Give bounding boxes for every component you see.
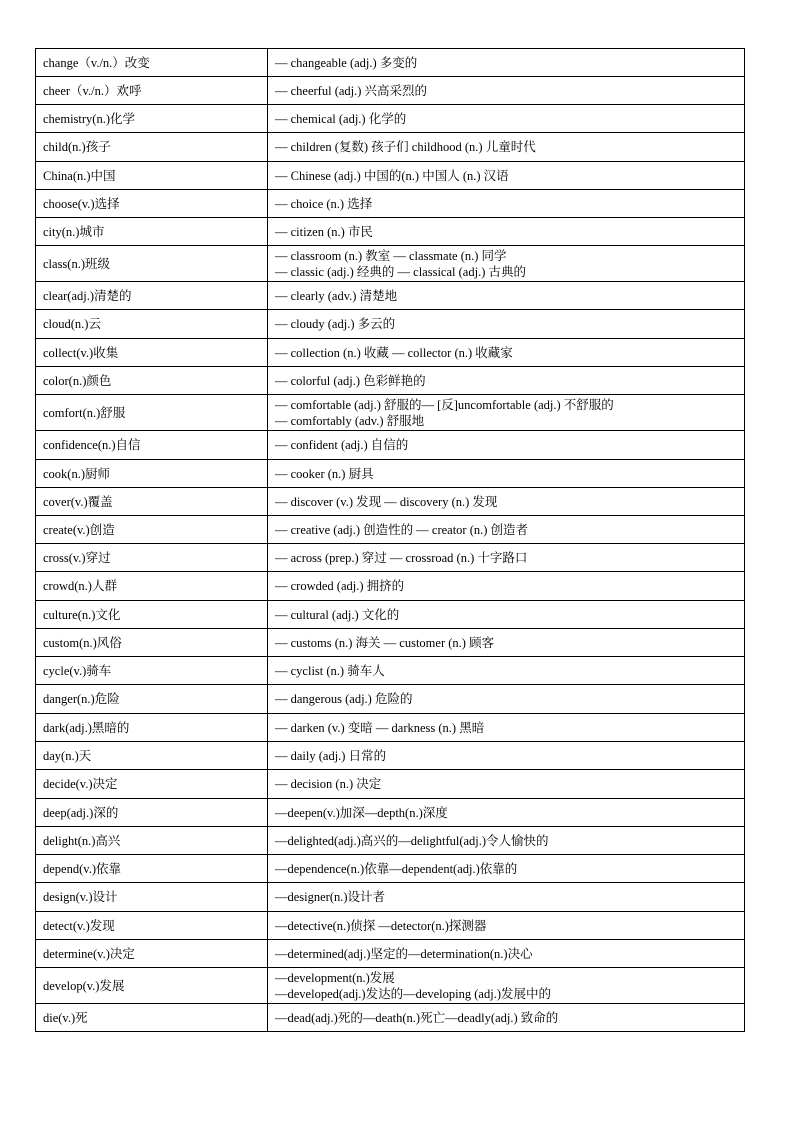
document-page	[35, 48, 744, 1032]
derivatives-cell	[268, 544, 745, 572]
derivative-line: — customs (n.) 海关 — customer (n.) 顾客	[275, 635, 495, 650]
table-row	[36, 572, 745, 601]
headword-cell: day(n.)天	[36, 742, 268, 770]
derivatives-lines	[275, 288, 737, 304]
derivatives-cell	[268, 1004, 745, 1032]
headword-cell: class(n.)班级	[36, 246, 268, 282]
derivatives-cell	[268, 77, 745, 105]
derivatives-cell	[268, 339, 745, 367]
derivatives-lines	[275, 111, 737, 127]
derivatives-lines	[275, 805, 737, 821]
headword-cell: custom(n.)风俗	[36, 629, 268, 657]
derivative-line: —determined(adj.)坚定的—determination(n.)决心	[275, 946, 533, 961]
derivative-line: — comfortably (adv.) 舒服地	[275, 413, 425, 428]
derivatives-lines	[275, 397, 737, 429]
derivatives-cell	[268, 714, 745, 742]
derivatives-lines	[275, 833, 737, 849]
derivative-line: — discover (v.) 发现 — discovery (n.) 发现	[275, 494, 498, 509]
derivatives-cell	[268, 431, 745, 460]
table-row	[36, 367, 745, 395]
headword-cell: create(v.)创造	[36, 516, 268, 544]
derivative-line: —detective(n.)侦探 —detector(n.)探测器	[275, 918, 487, 933]
derivative-line: — cultural (adj.) 文化的	[275, 607, 400, 622]
table-row	[36, 714, 745, 742]
table-row	[36, 601, 745, 629]
derivatives-cell	[268, 799, 745, 827]
derivatives-lines	[275, 139, 737, 155]
headword-cell: China(n.)中国	[36, 162, 268, 190]
derivatives-lines	[275, 196, 737, 212]
derivatives-lines	[275, 373, 737, 389]
headword-cell: cloud(n.)云	[36, 310, 268, 339]
headword-cell: delight(n.)高兴	[36, 827, 268, 855]
derivative-line: — cooker (n.) 厨具	[275, 466, 374, 481]
derivatives-cell	[268, 912, 745, 940]
derivatives-lines	[275, 776, 737, 792]
headword-cell: choose(v.)选择	[36, 190, 268, 218]
table-row	[36, 431, 745, 460]
headword-cell: crowd(n.)人群	[36, 572, 268, 601]
derivatives-lines	[275, 607, 737, 623]
headword-cell: cook(n.)厨师	[36, 460, 268, 488]
derivative-line: —designer(n.)设计者	[275, 890, 386, 904]
derivatives-cell	[268, 883, 745, 912]
headword-cell: child(n.)孩子	[36, 133, 268, 162]
derivatives-cell	[268, 133, 745, 162]
table-row	[36, 657, 745, 685]
derivative-line: — colorful (adj.) 色彩鲜艳的	[275, 373, 426, 388]
derivatives-cell	[268, 460, 745, 488]
table-row	[36, 246, 745, 282]
derivatives-cell	[268, 516, 745, 544]
derivatives-cell	[268, 742, 745, 770]
headword-cell: develop(v.)发展	[36, 968, 268, 1004]
table-row	[36, 770, 745, 799]
headword-cell: change（v./n.）改变	[36, 49, 268, 77]
headword-cell: deep(adj.)深的	[36, 799, 268, 827]
derivatives-cell	[268, 685, 745, 714]
derivatives-lines	[275, 550, 737, 566]
derivatives-lines	[275, 83, 737, 99]
table-row	[36, 855, 745, 883]
derivatives-cell	[268, 770, 745, 799]
derivative-line: — cheerful (adj.) 兴高采烈的	[275, 83, 428, 98]
derivatives-lines	[275, 1010, 737, 1026]
headword-cell: chemistry(n.)化学	[36, 105, 268, 133]
headword-cell: comfort(n.)舒服	[36, 395, 268, 431]
derivatives-cell	[268, 601, 745, 629]
derivative-line: — dangerous (adj.) 危险的	[275, 692, 413, 706]
derivatives-cell	[268, 105, 745, 133]
headword-cell: clear(adj.)清楚的	[36, 282, 268, 310]
derivatives-lines	[275, 522, 737, 538]
derivative-line: — across (prep.) 穿过 — crossroad (n.) 十字路口	[275, 550, 528, 565]
headword-cell: cross(v.)穿过	[36, 544, 268, 572]
derivative-line: — darken (v.) 变暗 — darkness (n.) 黑暗	[275, 720, 485, 735]
derivatives-cell	[268, 855, 745, 883]
derivatives-lines	[275, 248, 737, 280]
derivatives-cell	[268, 246, 745, 282]
headword-cell: design(v.)设计	[36, 883, 268, 912]
derivatives-cell	[268, 282, 745, 310]
table-row	[36, 282, 745, 310]
derivatives-lines	[275, 578, 737, 594]
headword-cell: cover(v.)覆盖	[36, 488, 268, 516]
headword-cell: determine(v.)决定	[36, 940, 268, 968]
table-row	[36, 940, 745, 968]
derivative-line: — cyclist (n.) 骑车人	[275, 663, 385, 678]
derivatives-cell	[268, 827, 745, 855]
headword-cell: decide(v.)决定	[36, 770, 268, 799]
derivative-line: — chemical (adj.) 化学的	[275, 111, 407, 126]
headword-cell: detect(v.)发现	[36, 912, 268, 940]
derivative-line: — classic (adj.) 经典的 — classical (adj.) 古典的	[275, 264, 526, 279]
derivatives-lines	[275, 635, 737, 651]
derivative-line: — crowded (adj.) 拥挤的	[275, 579, 405, 593]
table-row	[36, 516, 745, 544]
table-row	[36, 77, 745, 105]
derivatives-cell	[268, 488, 745, 516]
derivatives-lines	[275, 946, 737, 962]
table-row	[36, 218, 745, 246]
derivatives-lines	[275, 494, 737, 510]
derivative-line: —delighted(adj.)高兴的—delightful(adj.)令人愉快的	[275, 833, 549, 848]
derivatives-lines	[275, 861, 737, 877]
derivatives-cell	[268, 310, 745, 339]
derivative-line: — confident (adj.) 自信的	[275, 438, 409, 452]
derivative-line: —dependence(n.)依靠—dependent(adj.)依靠的	[275, 861, 518, 876]
headword-cell: color(n.)颜色	[36, 367, 268, 395]
derivatives-lines	[275, 55, 737, 71]
table-row	[36, 1004, 745, 1032]
derivative-line: — comfortable (adj.) 舒服的— [反]uncomfortable (adj.) 不舒服的	[275, 397, 614, 412]
derivative-line: — changeable (adj.) 多变的	[275, 55, 418, 70]
derivatives-cell	[268, 657, 745, 685]
derivatives-lines	[275, 168, 737, 184]
derivatives-lines	[275, 316, 737, 332]
table-row	[36, 105, 745, 133]
table-row	[36, 488, 745, 516]
derivatives-cell	[268, 940, 745, 968]
headword-cell: collect(v.)收集	[36, 339, 268, 367]
vocabulary-table	[35, 48, 745, 1032]
derivatives-cell	[268, 629, 745, 657]
derivatives-lines	[275, 663, 737, 679]
derivatives-lines	[275, 970, 737, 1002]
table-row	[36, 190, 745, 218]
table-row	[36, 460, 745, 488]
derivatives-lines	[275, 466, 737, 482]
table-row	[36, 742, 745, 770]
derivatives-lines	[275, 224, 737, 240]
headword-cell: dark(adj.)黑暗的	[36, 714, 268, 742]
table-row	[36, 395, 745, 431]
derivatives-cell	[268, 395, 745, 431]
table-row	[36, 310, 745, 339]
derivatives-cell	[268, 190, 745, 218]
derivative-line: — citizen (n.) 市民	[275, 224, 373, 239]
derivatives-lines	[275, 748, 737, 764]
headword-cell: depend(v.)依靠	[36, 855, 268, 883]
derivatives-cell	[268, 968, 745, 1004]
derivatives-cell	[268, 367, 745, 395]
table-row	[36, 883, 745, 912]
table-row	[36, 912, 745, 940]
headword-cell: confidence(n.)自信	[36, 431, 268, 460]
derivatives-lines	[275, 437, 737, 453]
derivative-line: — classroom (n.) 教室 — classmate (n.) 同学	[275, 248, 507, 263]
derivatives-cell	[268, 162, 745, 190]
derivative-line: —deepen(v.)加深—depth(n.)深度	[275, 805, 448, 820]
derivative-line: — creative (adj.) 创造性的 — creator (n.) 创造者	[275, 522, 529, 537]
table-row	[36, 629, 745, 657]
derivative-line: — choice (n.) 选择	[275, 196, 373, 211]
derivative-line: —developed(adj.)发达的—developing (adj.)发展中的	[275, 986, 551, 1001]
vocabulary-table-body	[36, 49, 745, 1032]
table-row	[36, 49, 745, 77]
derivatives-lines	[275, 918, 737, 934]
derivative-line: — Chinese (adj.) 中国的(n.) 中国人 (n.) 汉语	[275, 168, 509, 183]
table-row	[36, 685, 745, 714]
derivative-line: —development(n.)发展	[275, 970, 395, 985]
headword-cell: danger(n.)危险	[36, 685, 268, 714]
derivative-line: — collection (n.) 收藏 — collector (n.) 收藏家	[275, 345, 513, 360]
headword-cell: die(v.)死	[36, 1004, 268, 1032]
headword-cell: cheer（v./n.）欢呼	[36, 77, 268, 105]
headword-cell: cycle(v.)骑车	[36, 657, 268, 685]
headword-cell: culture(n.)文化	[36, 601, 268, 629]
derivatives-cell	[268, 218, 745, 246]
derivatives-cell	[268, 572, 745, 601]
headword-cell: city(n.)城市	[36, 218, 268, 246]
derivative-line: — daily (adj.) 日常的	[275, 748, 387, 763]
table-row	[36, 133, 745, 162]
table-row	[36, 799, 745, 827]
table-row	[36, 827, 745, 855]
derivatives-lines	[275, 889, 737, 905]
table-row	[36, 968, 745, 1004]
derivative-line: — clearly (adv.) 清楚地	[275, 288, 398, 303]
derivative-line: — children (复数) 孩子们 childhood (n.) 儿童时代	[275, 140, 536, 154]
derivative-line: — decision (n.) 决定	[275, 777, 382, 791]
derivatives-lines	[275, 720, 737, 736]
derivatives-cell	[268, 49, 745, 77]
derivative-line: — cloudy (adj.) 多云的	[275, 317, 396, 331]
table-row	[36, 339, 745, 367]
table-row	[36, 162, 745, 190]
derivatives-lines	[275, 345, 737, 361]
table-row	[36, 544, 745, 572]
derivatives-lines	[275, 691, 737, 707]
derivative-line: —dead(adj.)死的—death(n.)死亡—deadly(adj.) 致命的	[275, 1010, 559, 1025]
